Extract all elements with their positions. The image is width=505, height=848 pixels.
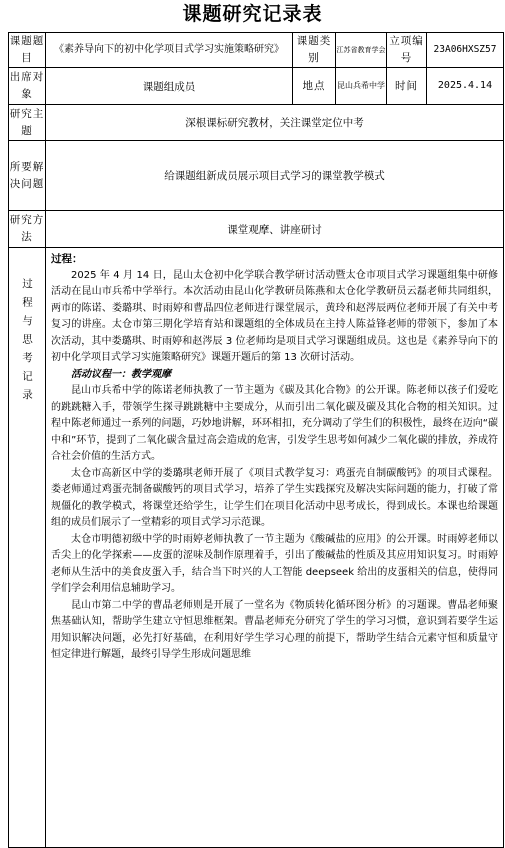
process-label-text: 过程与思考记录 [21, 278, 33, 408]
theme-value: 深根课标研究教材，关注课堂定位中考 [46, 105, 504, 141]
row-method [9, 211, 504, 248]
topic-value: 《素养导向下的初中化学项目式学习实施策略研究》 [46, 33, 293, 68]
agenda-heading-1: 活动议程一：教学观摩 [71, 368, 171, 380]
row-process [9, 248, 504, 848]
category-label: 课题类别 [293, 33, 336, 68]
attend-value: 课题组成员 [46, 68, 293, 105]
row-problem [9, 141, 504, 211]
row-theme [9, 105, 504, 141]
method-label: 研究方法 [9, 211, 46, 248]
process-paragraph-4: 太仓市明德初级中学的时雨婷老师执教了一节主题为《酸碱盐的应用》的公开课。时雨婷老师以舌尖上的化学探索——皮蛋的涩味及制作原理着手，引出了酸碱盐的性质及其应用知识复习。时雨婷老师从生活中的美食皮蛋入手，结合当下时兴的人工智能 deepseek 给出的皮蛋相关的信息，使得同学们学会利用信息辅助学习。 [51, 533, 498, 594]
topic-label: 课题题目 [9, 33, 46, 68]
category-value: 江苏省教育学会 [336, 33, 387, 68]
problem-label: 所要解决问题 [9, 141, 46, 211]
process-paragraph-5: 昆山市第二中学的曹晶老师则是开展了一堂名为《物质转化循环图分析》的习题课。曹晶老师聚焦基础认知，帮助学生建立守恒思维框架。曹晶老师充分研究了学生的学习习惯，意识到若要学生运用知识解决问题，必先打好基础，在利用好学生学习心理的前提下，帮助学生结合元素守恒和质量守恒定律进行解题，最终引导学生形成问题思维 [51, 599, 498, 660]
process-content [46, 248, 504, 848]
process-paragraph-3: 太仓市高新区中学的娄璐琪老师开展了《项目式教学复习：鸡蛋壳自制碳酸钙》的项目式课程。娄老师通过鸡蛋壳制备碳酸钙的项目式学习，培养了学生实践探究及解决实际问题的能力，打破了常规僵化的教学模式，将课堂还给学生，让学生们在项目化活动中思考成长，得到成长。本课也给课题组的成员们展示了一堂精彩的项目式学习示范课。 [51, 467, 498, 528]
row-topic [9, 33, 504, 68]
place-value: 昆山兵希中学 [336, 68, 387, 105]
problem-value: 给课题组新成员展示项目式学习的课堂教学模式 [46, 141, 504, 211]
page-title: 课题研究记录表 [182, 3, 323, 25]
time-value: 2025.4.14 [427, 68, 504, 105]
approval-label: 立项编号 [387, 33, 427, 68]
process-paragraph-1: 2025 年 4 月 14 日，昆山太仓初中化学联合教学研讨活动暨太仓市项目式学习课题组集中研修活动在昆山市兵希中学举行。本次活动由昆山化学教研员陈燕和太仓化学教研员云磊老师共同组织，两市的陈诺、娄璐琪、时雨婷和曹晶四位老师进行课堂展示，黄玲和赵涔辰两位老师开展了有关中考复习的讲座。太仓市第三期化学培育站和课题组的全体成员在主持人陈益锋老师的带领下，参加了本次活动，其中娄璐琪、时雨婷和赵涔辰 3 位老师均是项目式学习课题组成员。这也是《素养导向下的初中化学项目式学习实施策略研究》课题开题后的第 13 次研讨活动。 [51, 269, 498, 363]
method-value: 课堂观摩、讲座研讨 [46, 211, 504, 248]
record-table [8, 32, 504, 848]
theme-label: 研究主题 [9, 105, 46, 141]
process-paragraph-2: 昆山市兵希中学的陈诺老师执教了一节主题为《碳及其化合物》的公开课。陈老师以孩子们爱吃的跳跳糖入手，带领学生探寻跳跳糖中主要成分，从而引出二氧化碳及碳及其化合物的相关知识。过程中陈老师通过一系列的问题，巧妙地讲解，环环相扣，充分调动了学生们的积极性，最终在迈向“碳中和”环节，提到了二氧化碳含量过高会造成的危害，引发学生思考如何减少二氧化碳的排放，养成符合社会价值的生活方式。 [51, 385, 498, 462]
place-label: 地点 [293, 68, 336, 105]
approval-value: 23A06HXSZ57 [427, 33, 504, 68]
attend-label: 出席对象 [9, 68, 46, 105]
row-attend [9, 68, 504, 105]
process-heading: 过程： [51, 253, 83, 265]
process-label [9, 248, 46, 848]
time-label: 时间 [387, 68, 427, 105]
